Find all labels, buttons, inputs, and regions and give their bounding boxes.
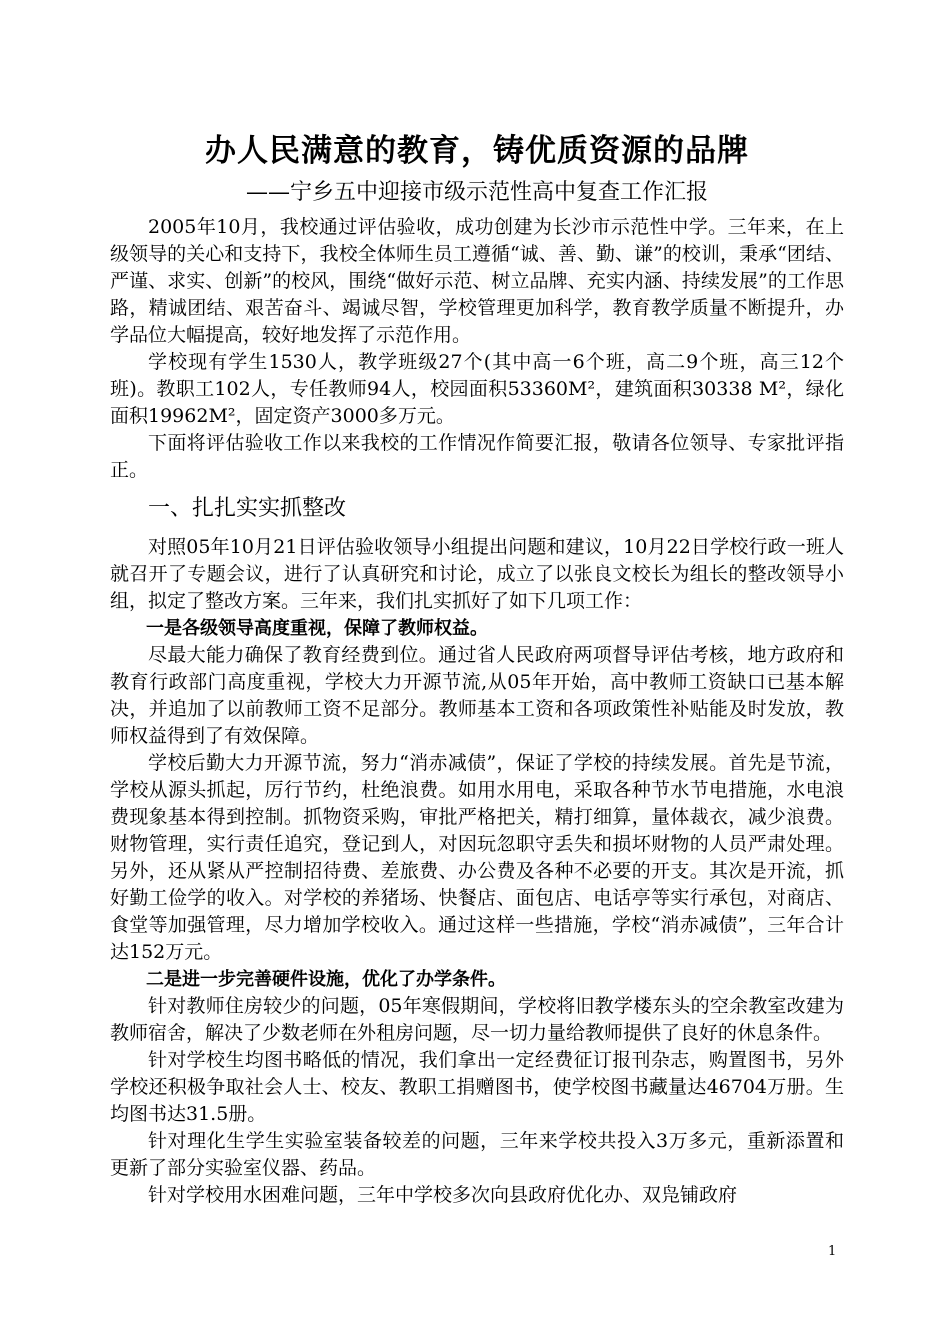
section-heading: 一、扎扎实实抓整改: [148, 496, 347, 521]
subsection-heading: 二是进一步完善硬件设施，优化了办学条件。: [146, 969, 506, 990]
page-number: 1: [828, 1244, 837, 1259]
body-paragraph: 针对学校生均图书略低的情况，我们拿出一定经费征订报刊杂志，购置图书，另外学校还积极争取社会人士、校友、教职工捐赠图书，使学校图书藏量达46704万册。生均图书达31.5册。: [110, 1049, 844, 1125]
subsection-heading: 一是各级领导高度重视，保障了教师权益。: [146, 618, 488, 639]
intro-paragraph: 2005年10月，我校通过评估验收，成功创建为长沙市示范性中学。三年来，在上级领导的关心和支持下，我校全体师生员工遵循“诚、善、勤、谦”的校训，秉承“团结、严谨、求实、创新”的校风，围绕“做好示范、树立品牌、充实内涵、持续发展”的工作思路，精诚团结、艰苦奋斗、竭诚尽智，学校管理更加科学，教育教学质量不断提升，办学品位大幅提高，较好地发挥了示范作用。: [110, 216, 844, 346]
document-page: [110, 128, 844, 1209]
body-paragraph: 学校后勤大力开源节流，努力“消赤减债”，保证了学校的持续发展。首先是节流，学校从源头抓起，厉行节约，杜绝浪费。如用水用电，采取各种节水节电措施，水电浪费现象基本得到控制。抓物资采购，审批严格把关，精打细算，量体裁衣，减少浪费。财物管理，实行责任追究，登记到人，对因玩忽职守丢失和损坏财物的人员严肃处理。另外，还从紧从严控制招待费、差旅费、办公费及各种不必要的开支。其次是开流，抓好勤工俭学的收入。对学校的养猪场、快餐店、面包店、电话亭等实行承包，对商店、食堂等加强管理，尽力增加学校收入。通过这样一些措施，学校“消赤减债”，三年合计达152万元。: [110, 752, 844, 963]
body-paragraph: 对照05年10月21日评估验收领导小组提出问题和建议，10月22日学校行政一班人就召开了专题会议，进行了认真研究和讨论，成立了以张良文校长为组长的整改领导小组，拟定了整改方案。三年来，我们扎实抓好了如下几项工作：: [110, 536, 844, 612]
body-paragraph: 针对教师住房较少的问题，05年寒假期间，学校将旧教学楼东头的空余教室改建为教师宿舍，解决了少数老师在外租房问题，尽一切力量给教师提供了良好的休息条件。: [110, 995, 844, 1044]
body-paragraph: 针对学校用水困难问题，三年中学校多次向县政府优化办、双凫铺政府: [148, 1184, 738, 1206]
body-paragraph: 尽最大能力确保了教育经费到位。通过省人民政府两项督导评估考核，地方政府和教育行政部门高度重视，学校大力开源节流,从05年开始，高中教师工资缺口已基本解决，并追加了以前教师工资不足部分。教师基本工资和各项政策性补贴能及时发放，教师权益得到了有效保障。: [110, 644, 844, 747]
document-subtitle: ——宁乡五中迎接市级示范性高中复查工作汇报: [245, 180, 708, 205]
document-title: 办人民满意的教育，铸优质资源的品牌: [205, 133, 749, 169]
body-paragraph: 针对理化生学生实验室装备较差的问题，三年来学校共投入3万多元，重新添置和更新了部分实验室仪器、药品。: [110, 1130, 844, 1179]
intro-paragraph: 下面将评估验收工作以来我校的工作情况作简要汇报，敬请各位领导、专家批评指正。: [110, 432, 844, 481]
intro-paragraph: 学校现有学生1530人，教学班级27个(其中高一6个班，高二9个班，高三12个班)。教职工102人，专任教师94人，校园面积53360M²，建筑面积30338 M²，绿化面积19962M²，固定资产3000多万元。: [110, 351, 844, 427]
